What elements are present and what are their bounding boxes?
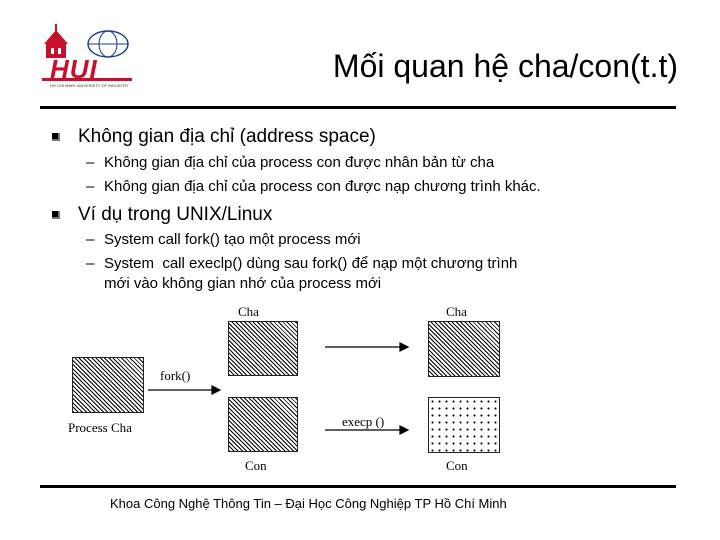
- dash-icon: –: [86, 178, 95, 195]
- label-process-cha: Process Cha: [68, 420, 132, 435]
- bullet-2-sub-2-cont: mới vào không gian nhớ của process mới: [104, 275, 382, 292]
- label-cha-1: Cha: [238, 304, 259, 319]
- arrow-head: [212, 386, 220, 394]
- logo-subtext: HO CHI MINH UNIVERSITY OF INDUSTRY: [50, 83, 129, 88]
- arrow-head: [400, 426, 408, 434]
- label-con-2: Con: [446, 458, 468, 473]
- label-fork: fork(): [160, 368, 191, 383]
- label-con-1: Con: [245, 458, 267, 473]
- logo-text: HUI: [50, 54, 98, 84]
- slide-title: Mối quan hệ cha/con(t.t): [332, 48, 678, 84]
- bullet-1-sub-1: Không gian địa chỉ của process con được nhân bản từ cha: [104, 154, 495, 171]
- bullet-2-text: Ví dụ trong UNIX/Linux: [78, 204, 273, 225]
- bullet-1-text: Không gian địa chỉ (address space): [78, 126, 376, 147]
- bullet-2-sub-1: System call fork() tạo một process mới: [104, 231, 361, 248]
- label-execp: execp (): [342, 414, 385, 429]
- dash-icon: –: [86, 231, 95, 248]
- dash-icon: –: [86, 255, 95, 272]
- bullet-2-sub-2: System call execlp() dùng sau fork() để nạp một chương trình: [104, 255, 518, 272]
- label-cha-2: Cha: [446, 304, 467, 319]
- bullet-1-sub-2: Không gian địa chỉ của process con được nạp chương trình khác.: [104, 178, 541, 195]
- arrow-head: [400, 343, 408, 351]
- dash-icon: –: [86, 154, 95, 171]
- footer-text: Khoa Công Nghệ Thông Tin – Đại Học Công Nghiệp TP Hồ Chí Minh: [110, 496, 507, 511]
